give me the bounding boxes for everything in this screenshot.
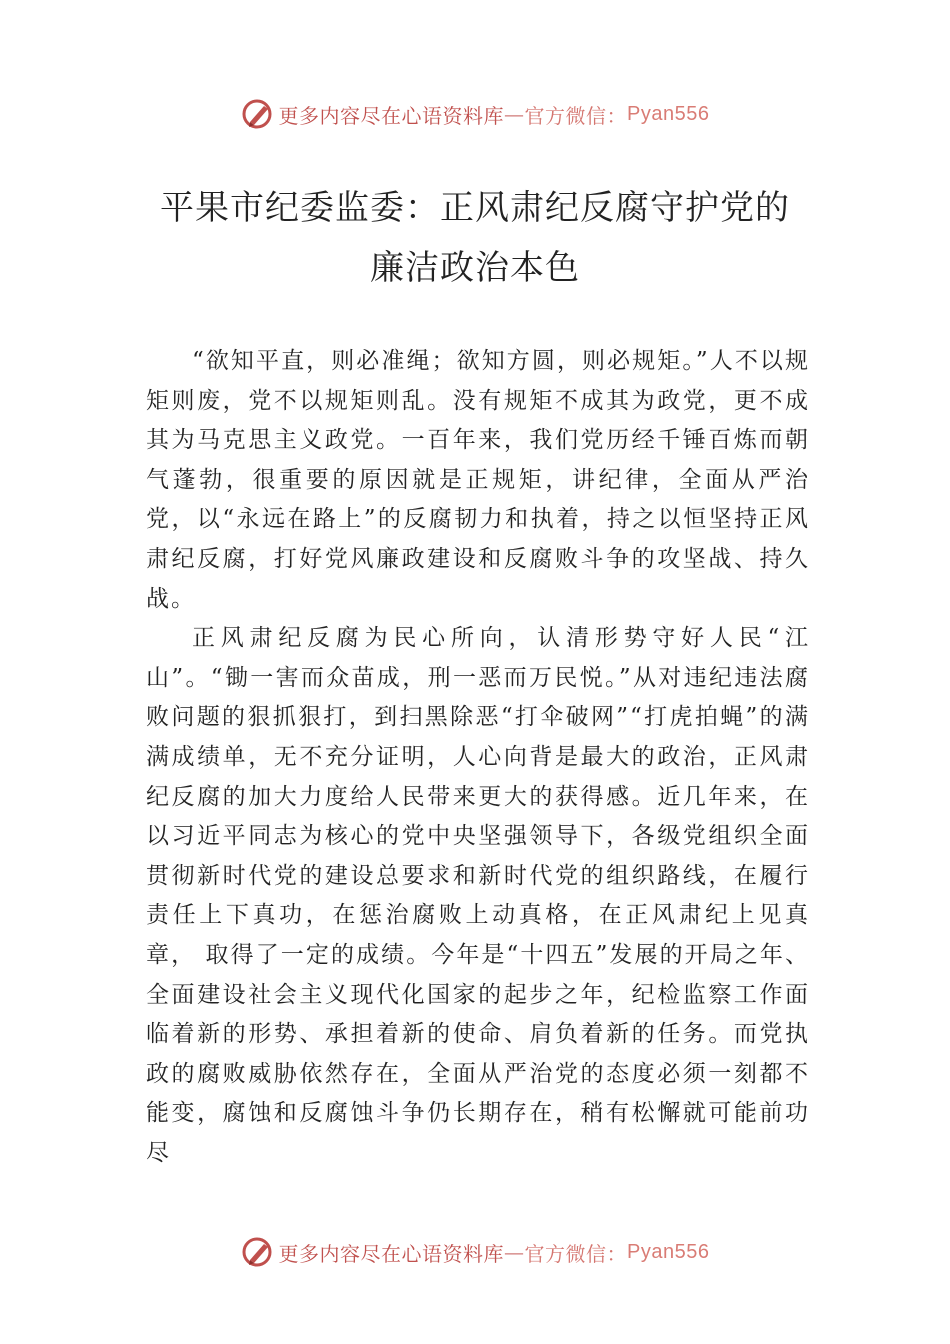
banner-wechat-id: Pyan556 — [627, 102, 710, 125]
banner-main-text: 更多内容尽在心语资料库 — [278, 103, 505, 128]
title-line-2: 廉洁政治本色 — [370, 248, 580, 288]
pen-logo-icon — [241, 1235, 275, 1269]
banner-dash: — — [504, 102, 525, 126]
article-body — [146, 342, 810, 1173]
banner-wechat-label: 官方微信： — [524, 103, 628, 128]
banner-dash: — — [504, 1240, 525, 1264]
banner-main-text: 更多内容尽在心语资料库 — [278, 1241, 505, 1266]
document-title — [130, 178, 820, 298]
title-line-1: 平果市纪委监委：正风肃纪反腐守护党的 — [160, 188, 790, 228]
pen-logo-icon — [241, 97, 275, 131]
paragraph-2: 正风肃纪反腐为民心所向，认清形势守好人民“江山”。“锄一害而众苗成，刑一恶而万民悦。”从对违纪违法腐败问题的狠抓狠打，到扫黑除恶“打伞破网”“打虎拍蝇”的满满成绩单，无不充分证明，人心向背是最大的政治，正风肃纪反腐的加大力度给人民带来更大的获得感。近几年来，在以习近平同志为核心的党中央坚强领导下，各级党组织全面贯彻新时代党的建设总要求和新时代党的组织路线，在履行责任上下真功，在惩治腐败上动真格，在正风肃纪上见真章， 取得了一定的成绩。今年是“十四五”发展的开局之年、全面建设社会主义现代化国家的起步之年，纪检监察工作面临着新的形势、承担着新的使命、肩负着新的任务。而党执政的腐败威胁依然存在，全面从严治党的态度必须一刻都不能变，腐蚀和反腐蚀斗争仍长期存在，稍有松懈就可能前功尽 — [146, 625, 810, 1166]
paragraph-1: “欲知平直，则必准绳；欲知方圆，则必规矩。”人不以规矩则废，党不以规矩则乱。没有规矩不成其为政党，更不成其为马克思主义政党。一百年来，我们党历经千锤百炼而朝气蓬勃，很重要的原因就是正规矩，讲纪律，全面从严治党，以“永远在路上”的反腐韧力和执着，持之以恒坚持正风肃纪反腐，打好党风廉政建设和反腐败斗争的攻坚战、持久战。 — [146, 348, 810, 612]
banner-wechat-label: 官方微信： — [524, 1241, 628, 1266]
banner-wechat-id: Pyan556 — [627, 1240, 710, 1263]
header-banner — [0, 94, 950, 134]
footer-banner — [0, 1232, 950, 1272]
